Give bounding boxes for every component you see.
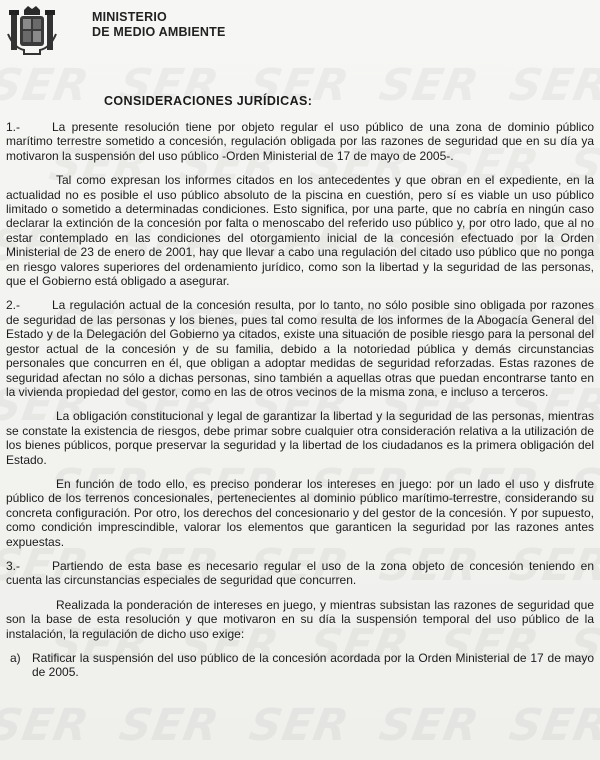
paragraph-7: Realizada la ponderación de intereses en juego, y mientras subsistan las razones de seguridad que son la base de esta resolución y que motivaron en su día la suspensión temporal del uso público de la instalación, la regulación de dicho uso exige: xyxy=(6,597,594,641)
ministry-name xyxy=(92,10,226,40)
document-body xyxy=(6,120,594,690)
ministry-line-1: MINISTERIO xyxy=(92,10,167,24)
coat-of-arms-icon xyxy=(6,4,58,56)
list-item-a xyxy=(10,651,594,680)
list-item-text: Ratificar la suspensión del uso público de la concesión acordada por la Orden Ministerial de 17 de mayo de 2005. xyxy=(32,651,594,680)
watermark-mark xyxy=(376,60,484,111)
watermark-mark xyxy=(0,60,93,111)
watermark-mark xyxy=(0,700,93,751)
paragraph-number: 1.- xyxy=(6,120,21,134)
paragraph-2: Tal como expresan los informes citados en los antecedentes y que obran en el expediente, en la actualidad no es posible el uso público absoluto de la piscina en cuestión, pero sí es viable un uso público limitado o sometido a determinadas condiciones. Esto significa, por una parte, que no cabría en ningún caso declarar la extinción de la concesión por falta o menoscabo del referido uso público y, por otro lado, que al no estar contemplado en las condiciones del otorgamiento inicial de la concesión efectuado por la Orden Ministerial de 23 de enero de 2001, hay que llevar a cabo una regulación del citado uso público que no ponga en riesgo valores superiores del ordenamiento jurídico, como son la libertad y la seguridad de las personas, que el Gobierno está obligado a asegurar. xyxy=(6,173,594,289)
ministry-line-2: DE MEDIO AMBIENTE xyxy=(92,25,226,39)
watermark-mark xyxy=(376,700,484,751)
paragraph-6 xyxy=(6,559,594,588)
paragraph-text: La presente resolución tiene por objeto regular el uso público de una zona de dominio público marítimo terrestre sometido a concesión, regulación obligada por las razones de seguridad que en su día ya motivaron la suspensión del uso público -Orden Ministerial de 17 de mayo de 2005-. xyxy=(6,120,594,163)
paragraph-text: Partiendo de esta base es necesario regular el uso de la zona objeto de concesión teniendo en cuenta las circunstancias especiales de seguridad que concurren. xyxy=(6,558,594,588)
paragraph-5: En función de todo ello, es preciso ponderar los intereses en juego: por un lado el uso y disfrute público de los terrenos concesionales, pertenecientes al dominio público marítimo-terrestre, considerando su concreta configuración. Por otro, los derechos del concesionario y del gestor de la concesión. Y por supuesto, como condición imprescindible, valorar los elementos que garanticen la seguridad por las razones antes expuestas. xyxy=(6,476,594,549)
paragraph-4: La obligación constitucional y legal de garantizar la libertad y la seguridad de las personas, mientras se constate la existencia de riesgos, debe primar sobre cualquier otra consideración relativa a la utilización de los bienes públicos, porque preservar la seguridad y la libertad de los ciudadanos es la primera obligación del Estado. xyxy=(6,409,594,467)
paragraph-number: 3.- xyxy=(6,558,21,573)
letterhead xyxy=(6,4,306,60)
paragraph-3 xyxy=(6,298,594,399)
paragraph-1 xyxy=(6,120,594,163)
paragraph-number: 2.- xyxy=(6,298,21,313)
section-heading: CONSIDERACIONES JURÍDICAS: xyxy=(104,94,313,108)
watermark-mark xyxy=(246,700,354,751)
watermark-mark xyxy=(116,700,224,751)
watermark-mark xyxy=(506,700,600,751)
paragraph-text: La regulación actual de la concesión resulta, por lo tanto, no sólo posible sino obligada por razones de seguridad de las personas y los bienes, pues tal como resulta de los informes de la Abogacía General del Estado y de la Delegación del Gobierno ya citados, existe una situación de posible riesgo para la personal del gestor actual de la concesión y de su familia, debido a la notoriedad pública y demás circunstancias personales que concurren en él, que obligan a adoptar medidas de seguridad reforzadas. Estas razones de seguridad afectan no sólo a dichas personas, sino también a aquellas otras que puedan encontrarse tanto en la vivienda propiedad del gestor, como en las de otros vecinos de la misma zona, e incluso a terceros. xyxy=(6,298,594,399)
watermark-mark xyxy=(506,60,600,111)
list-item-label: a) xyxy=(10,651,21,665)
